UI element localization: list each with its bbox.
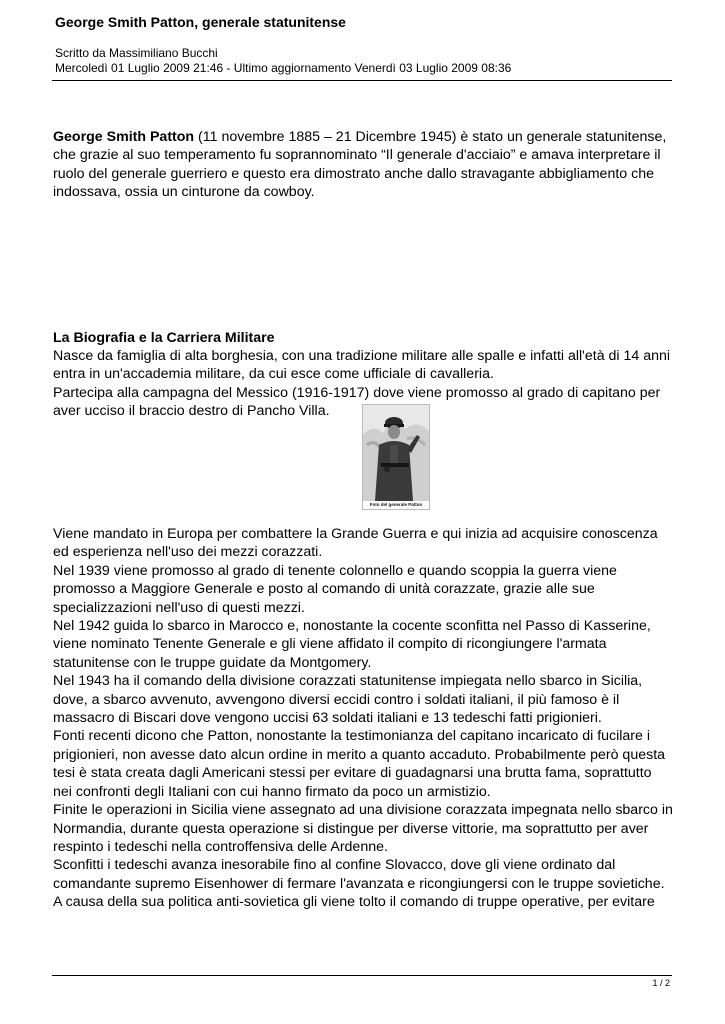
author-line: Scritto da Massimiliano Bucchi xyxy=(55,46,218,60)
paragraph-line: Nasce da famiglia di alta borghesia, con una tradizione militare alle spalle e infatti all'età di 14 anni entra in un'accademia militare, da cui esce come ufficiale di cavalleria. xyxy=(53,348,671,383)
intro-name: George Smith Patton xyxy=(53,129,195,145)
article-title: George Smith Patton, generale statunitense xyxy=(55,14,346,30)
paragraph-line: Viene mandato in Europa per combattere la Grande Guerra e qui inizia ad acquisire conoscenza ed esperienza nell'uso dei mezzi corazzati. xyxy=(53,526,658,561)
paragraph-line: Nel 1939 viene promosso al grado di tenente colonnello e quando scoppia la guerra viene promosso a Maggiore Generale e posto al comando di unità corazzate, grazie alle sue specializzazioni nell'uso di questi mezzi. xyxy=(53,562,617,616)
paragraph-line: Nel 1943 ha il comando della divisione corazzati statunitense impiegata nello sbarco in Sicilia, dove, a sbarco avvenuto, avvengono diversi eccidi contro i soldati italiani, il più famoso è il massacro di Biscari dove vengono uccisi 63 soldati italiani e 13 tedeschi fatti prigionieri. xyxy=(53,673,643,727)
intro-text: (11 novembre 1885 – 21 Dicembre 1945) è stato un generale statunitense, che grazie al suo temperamento fu soprannominato “Il generale d'acciaio” e amava interpretare il ruolo del generale guerriero e questo era dimostrato anche dallo stravagante abbigliamento che indossava, ossia un cinturone da cowboy. xyxy=(53,129,667,201)
paragraph-line: Partecipa alla campagna del Messico (1916-1917) dove viene promosso al grado di capitano per aver ucciso il braccio destro di Pancho Villa. xyxy=(53,384,661,420)
paragraph-line: Sconfitti i tedeschi avanza inesorabile fino al confine Slovacco, dove gli viene ordinato dal comandante supremo Eisenhower di fermare l'avanzata e ricongiungersi con le truppe sovietiche. xyxy=(53,857,665,892)
paragraph-line: Finite le operazioni in Sicilia viene assegnato ad una divisione corazzata impegnata nello sbarco in Normandia, durante questa operazione si distingue per diverse vittorie, ma soprattutto per aver respinto i tedeschi nella controffensiva delle Ardenne. xyxy=(53,802,673,855)
header-divider xyxy=(52,80,672,81)
paragraph-line: Fonti recenti dicono che Patton, nonostante la testimonianza del capitano incaricato di fucilare i prigionieri, non avesse dato alcun ordine in merito a quanto accaduto. Probabilmente però questa tesi è stata creata dagli Americani stessi per evitare di guadagnarsi una brutta fama, soprattutto nei confronti degli Italiani con cui hanno firmato da poco un armistizio. xyxy=(53,728,666,800)
biography-paragraph-2 xyxy=(53,525,673,912)
patton-portrait-image xyxy=(363,405,429,501)
paragraph-line: A causa della sua politica anti-sovietica gli viene tolto il comando di truppe operative, per evitare xyxy=(53,894,655,911)
paragraph-line: Nel 1942 guida lo sbarco in Marocco e, nonostante la cocente sconfitta nel Passo di Kasserine, viene nominato Tenente Generale e gli viene affidato il compito di ricongiungere l'armata statunitense con le truppe guidate da Montgomery. xyxy=(53,618,651,671)
date-line: Mercoledì 01 Luglio 2009 21:46 - Ultimo aggiornamento Venerdì 03 Luglio 2009 08:36 xyxy=(55,61,512,75)
photo-caption: Foto del generale Patton xyxy=(369,502,423,507)
section-heading: La Biografia e la Carriera Militare xyxy=(53,330,275,346)
article-meta xyxy=(55,46,511,76)
page-number: 1 / 2 xyxy=(652,978,670,988)
footer-divider xyxy=(52,975,672,976)
intro-paragraph xyxy=(53,128,673,202)
patton-photo xyxy=(362,404,430,510)
